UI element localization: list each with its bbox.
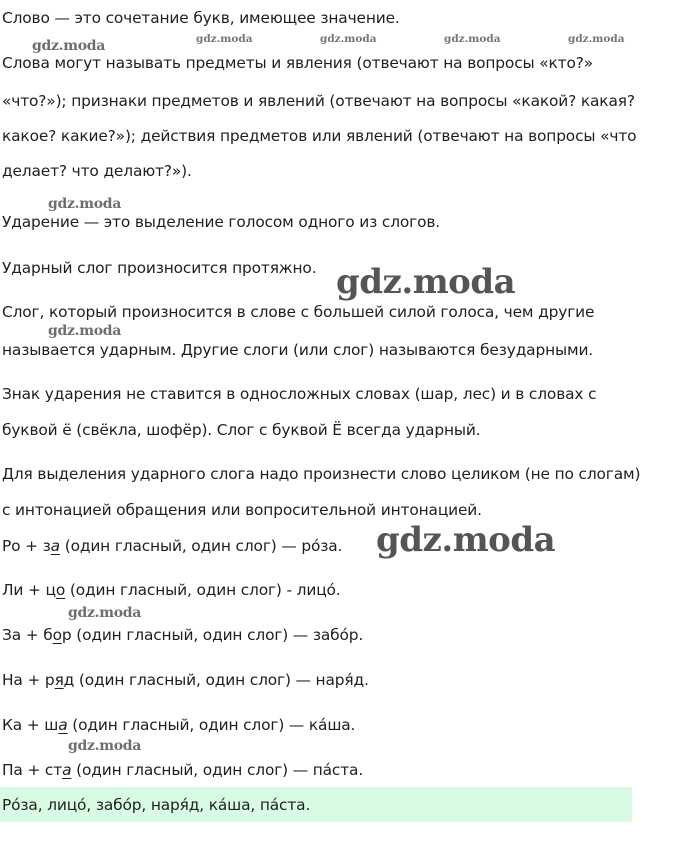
example-line xyxy=(2,670,369,690)
text-line: Для выделения ударного слога надо произнести слово целиком (не по слогам) xyxy=(2,465,641,483)
example-post: р (один гласный, один слог) — забо́р. xyxy=(61,626,364,644)
watermark: gdz.moda xyxy=(376,520,556,560)
example-post: д (один гласный, один слог) — наря́д. xyxy=(63,671,369,689)
watermark: gdz.moda xyxy=(48,196,122,212)
text-line: делает? что делают?»). xyxy=(2,162,192,180)
answer-text: Ро́за, лицо́, забо́р, наря́д, ка́ша, па́ста. xyxy=(2,796,311,814)
answer-box xyxy=(0,787,632,822)
watermark: gdz.moda xyxy=(444,33,501,45)
example-pre: За + б xyxy=(2,626,53,644)
watermark: gdz.moda xyxy=(68,605,142,621)
watermark: gdz.moda xyxy=(32,38,106,54)
text-line: Слово — это сочетание букв, имеющее значение. xyxy=(2,9,400,27)
watermark: gdz.moda xyxy=(336,262,516,302)
example-line xyxy=(2,760,363,780)
text-line: какое? какие?»); действия предметов или явлений (отвечают на вопросы «что xyxy=(2,127,637,145)
example-pre: На + р xyxy=(2,671,55,689)
text-line: называется ударным. Другие слоги (или слог) называются безударными. xyxy=(2,341,594,359)
text-line: Ударный слог произносится протяжно. xyxy=(2,259,317,277)
stressed-vowel: о xyxy=(55,581,66,599)
text-line: Ударение — это выделение голосом одного из слогов. xyxy=(2,213,441,231)
example-pre: Ро + з xyxy=(2,537,51,555)
stressed-vowel: а xyxy=(62,761,72,779)
example-post: (один гласный, один слог) — ро́за. xyxy=(59,537,343,555)
watermark: gdz.moda xyxy=(196,33,253,45)
stressed-vowel: я xyxy=(54,671,64,689)
stressed-vowel: а xyxy=(50,537,60,555)
example-pre: Па + ст xyxy=(2,761,63,779)
stressed-vowel: о xyxy=(52,626,62,644)
text-line: Слог, который произносится в слове с большей силой голоса, чем другие xyxy=(2,303,595,321)
example-line xyxy=(2,715,355,735)
watermark: gdz.moda xyxy=(320,33,377,45)
text-line: с интонацией обращения или вопросительной интонацией. xyxy=(2,501,482,519)
stressed-vowel: а xyxy=(58,716,68,734)
text-line: Слова могут называть предметы и явления (отвечают на вопросы «кто?» xyxy=(2,54,594,72)
example-pre: Ли + ц xyxy=(2,581,56,599)
watermark: gdz.moda xyxy=(568,33,625,45)
text-line: Знак ударения не ставится в односложных словах (шар, лес) и в словах с xyxy=(2,385,597,403)
text-line: буквой ё (свёкла, шофёр). Слог с буквой Ё всегда ударный. xyxy=(2,421,481,439)
watermark: gdz.moda xyxy=(48,323,122,339)
example-post: (один гласный, один слог) — ка́ша. xyxy=(67,716,356,734)
example-post: (один гласный, один слог) - лицо́. xyxy=(65,581,341,599)
text-line: «что?»); признаки предметов и явлений (отвечают на вопросы «какой? какая? xyxy=(2,92,635,110)
example-post: (один гласный, один слог) — па́ста. xyxy=(71,761,364,779)
example-line xyxy=(2,536,342,556)
example-pre: Ка + ш xyxy=(2,716,59,734)
example-line xyxy=(2,580,341,600)
watermark: gdz.moda xyxy=(68,738,142,754)
example-line xyxy=(2,625,363,645)
